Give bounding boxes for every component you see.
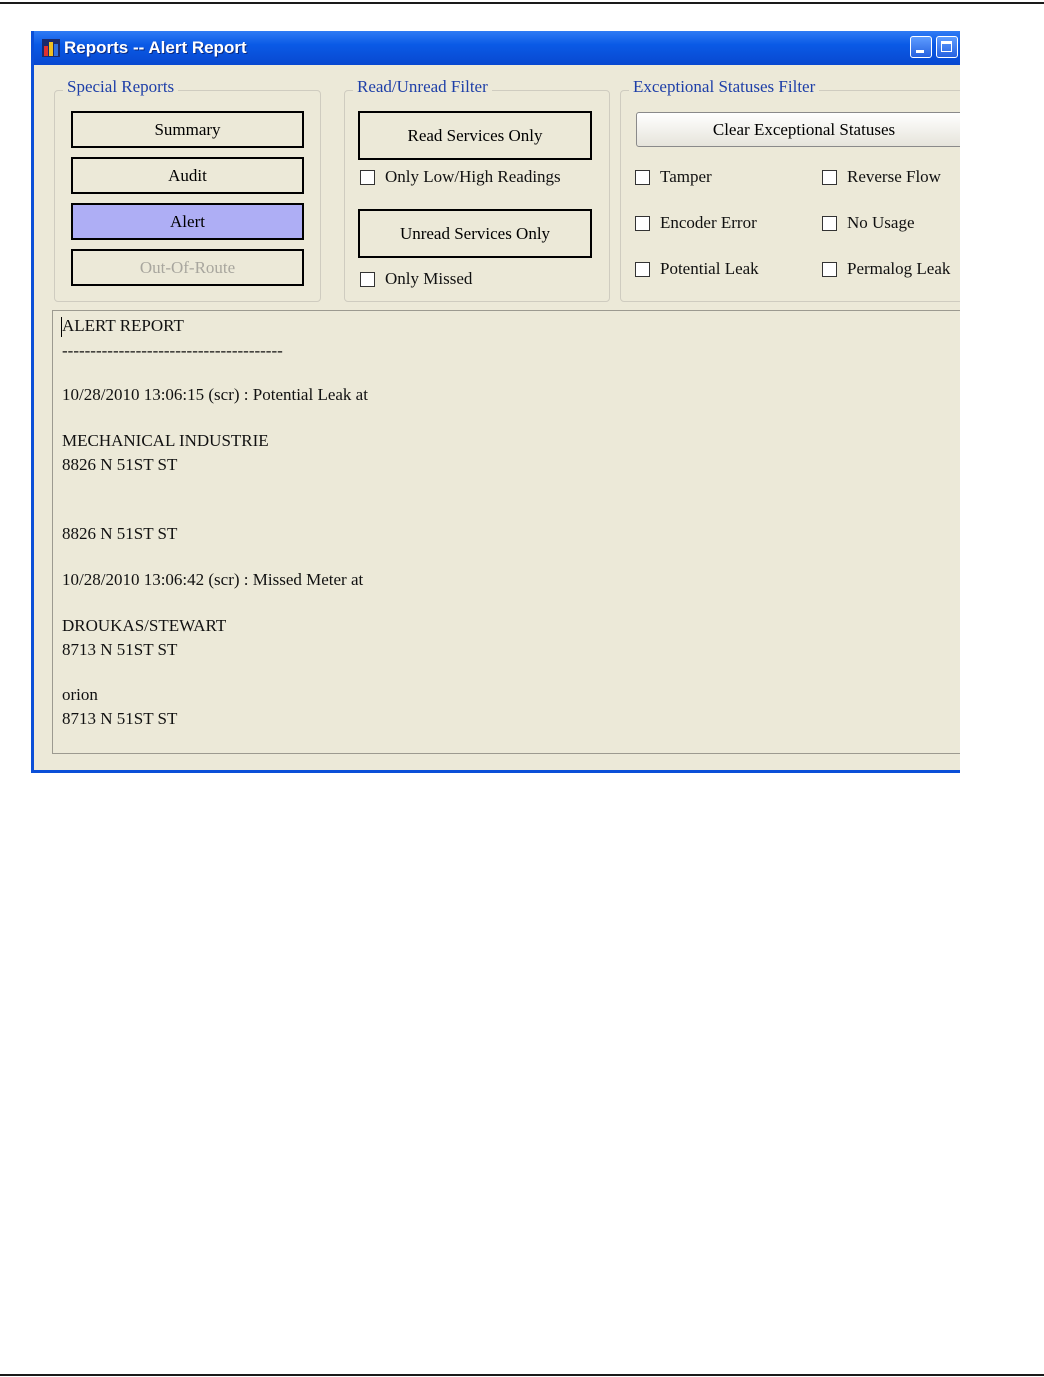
- no-usage-checkbox[interactable]: [822, 213, 915, 233]
- window-title: Reports -- Alert Report: [64, 38, 247, 57]
- report-address: 8826 N 51ST ST: [62, 455, 178, 474]
- tamper-checkbox[interactable]: [635, 167, 712, 187]
- read-unread-filter-group: [344, 77, 610, 302]
- title-bar[interactable]: [34, 31, 960, 65]
- checkbox-label: Permalog Leak: [847, 259, 951, 278]
- checkbox-box[interactable]: [822, 216, 837, 231]
- reverse-flow-checkbox[interactable]: [822, 167, 941, 187]
- checkbox-box[interactable]: [822, 170, 837, 185]
- unread-services-only-button[interactable]: Unread Services Only: [358, 209, 592, 258]
- alert-button[interactable]: Alert: [71, 203, 304, 240]
- special-reports-legend: Special Reports: [63, 77, 178, 97]
- checkbox-label: Tamper: [660, 167, 712, 186]
- only-missed-checkbox[interactable]: [360, 269, 472, 289]
- checkbox-label: Only Low/High Readings: [385, 167, 561, 186]
- checkbox-box[interactable]: [635, 262, 650, 277]
- report-entry-header: 10/28/2010 13:06:42 (scr) : Missed Meter at: [62, 570, 364, 589]
- report-customer-name: MECHANICAL INDUSTRIE: [62, 431, 269, 450]
- special-reports-group: [54, 77, 321, 302]
- audit-button[interactable]: Audit: [71, 157, 304, 194]
- permalog-leak-checkbox[interactable]: [822, 259, 950, 279]
- app-reports-icon: [42, 39, 60, 57]
- maximize-button[interactable]: [936, 36, 958, 58]
- report-title: ALERT REPORT: [62, 316, 184, 335]
- checkbox-box[interactable]: [360, 170, 375, 185]
- report-separator: ---------------------------------------: [62, 341, 283, 360]
- report-address: 8713 N 51ST ST: [62, 640, 178, 659]
- minimize-button[interactable]: [910, 36, 932, 58]
- page-bottom-rule: [0, 1374, 1044, 1376]
- report-address: 8713 N 51ST ST: [62, 709, 178, 728]
- checkbox-label: Only Missed: [385, 269, 473, 288]
- only-low-high-readings-checkbox[interactable]: [360, 167, 561, 187]
- report-text-area[interactable]: [52, 310, 960, 754]
- checkbox-label: No Usage: [847, 213, 915, 232]
- encoder-error-checkbox[interactable]: [635, 213, 757, 233]
- reports-window: [31, 31, 960, 773]
- report-meter-type: orion: [62, 685, 98, 704]
- out-of-route-button: Out-Of-Route: [71, 249, 304, 286]
- report-entry-header: 10/28/2010 13:06:15 (scr) : Potential Leak at: [62, 385, 368, 404]
- maximize-icon: [941, 41, 952, 52]
- page-top-rule: [0, 2, 1044, 4]
- potential-leak-checkbox[interactable]: [635, 259, 759, 279]
- checkbox-box[interactable]: [822, 262, 837, 277]
- checkbox-label: Reverse Flow: [847, 167, 941, 186]
- minimize-icon: [916, 50, 924, 53]
- checkbox-label: Encoder Error: [660, 213, 757, 232]
- exceptional-legend: Exceptional Statuses Filter: [629, 77, 819, 97]
- summary-button[interactable]: Summary: [71, 111, 304, 148]
- clear-exceptional-statuses-button[interactable]: Clear Exceptional Statuses: [636, 112, 960, 147]
- report-address: 8826 N 51ST ST: [62, 524, 178, 543]
- checkbox-box[interactable]: [635, 216, 650, 231]
- checkbox-box[interactable]: [360, 272, 375, 287]
- read-services-only-button[interactable]: Read Services Only: [358, 111, 592, 160]
- checkbox-box[interactable]: [635, 170, 650, 185]
- report-customer-name: DROUKAS/STEWART: [62, 616, 227, 635]
- checkbox-label: Potential Leak: [660, 259, 759, 278]
- read-unread-legend: Read/Unread Filter: [353, 77, 492, 97]
- exceptional-statuses-filter-group: [620, 77, 960, 302]
